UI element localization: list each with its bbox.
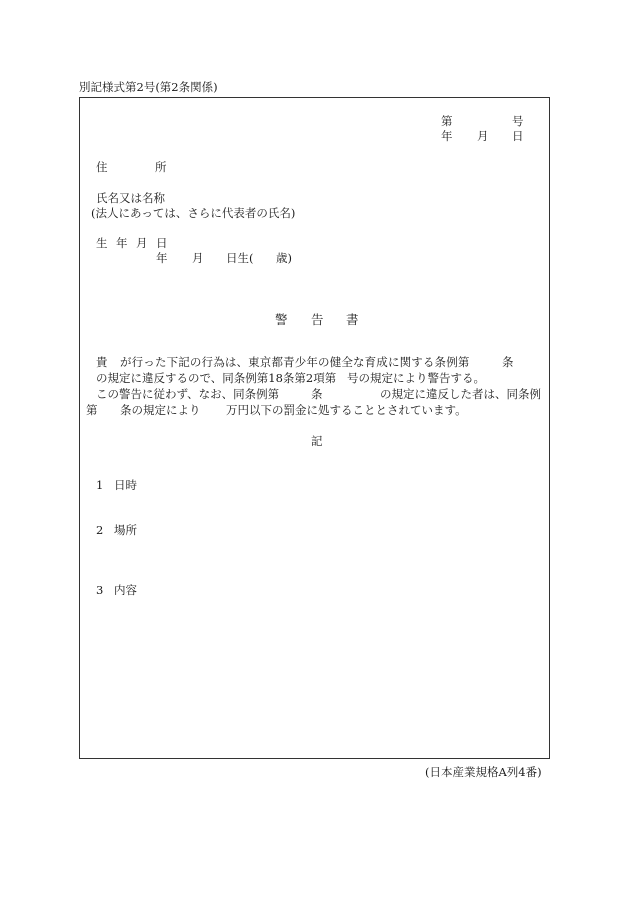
item-1-num: 1 [96, 478, 104, 492]
item-3-num: 3 [96, 583, 104, 597]
body-p2-line2-c: 万円以下の罰金に処することとされています。 [226, 403, 467, 417]
footer-standard: (日本産業規格A列4番) [425, 765, 542, 779]
name-label: 氏名又は名称 [96, 191, 165, 205]
item-2-num: 2 [96, 523, 104, 537]
birth-year: 年 [156, 251, 168, 265]
body-p2-b: 条 [311, 387, 323, 401]
address-label-b: 所 [155, 160, 167, 174]
title-char-3: 書 [346, 312, 359, 327]
form-label: 別記様式第2号(第2条関係) [79, 80, 218, 94]
body-p2-line2-a: 第 [86, 403, 98, 417]
date-day: 日 [512, 129, 524, 143]
body-p2-line2-b: 条の規定により [120, 403, 201, 417]
item-2-label: 場所 [114, 523, 137, 537]
title-char-2: 告 [311, 312, 324, 327]
item-3-label: 内容 [114, 583, 137, 597]
body-p1-line2-b: 号の規定により警告する。 [347, 371, 485, 385]
number-suffix: 号 [512, 114, 524, 128]
ki-heading: 記 [311, 434, 323, 448]
body-p1-c: 条 [502, 355, 514, 369]
body-p1-line2: の規定に違反するので、同条例第18条第2項第 [96, 371, 337, 385]
birth-age-close: 歳) [276, 251, 292, 265]
birth-day-open: 日生( [226, 251, 254, 265]
birth-label-hi: 日 [156, 236, 168, 250]
number-prefix: 第 [441, 114, 453, 128]
title-char-1: 警 [275, 312, 288, 327]
body-p1-b: が行った下記の行為は、東京都青少年の健全な育成に関する条例第 [120, 355, 470, 369]
body-p1-a: 貴 [96, 355, 108, 369]
birth-month: 月 [192, 251, 204, 265]
birth-label-sei: 生 [96, 236, 108, 250]
item-1-label: 日時 [114, 478, 137, 492]
birth-label-nen: 年 [116, 236, 128, 250]
address-label-a: 住 [96, 160, 108, 174]
birth-label-gatsu: 月 [136, 236, 148, 250]
date-month: 月 [477, 129, 489, 143]
body-p2-a: この警告に従わず、なお、同条例第 [96, 387, 280, 401]
name-note: (法人にあっては、さらに代表者の氏名) [91, 206, 296, 220]
date-year: 年 [441, 129, 453, 143]
body-p2-c: の規定に違反した者は、同条例 [380, 387, 541, 401]
